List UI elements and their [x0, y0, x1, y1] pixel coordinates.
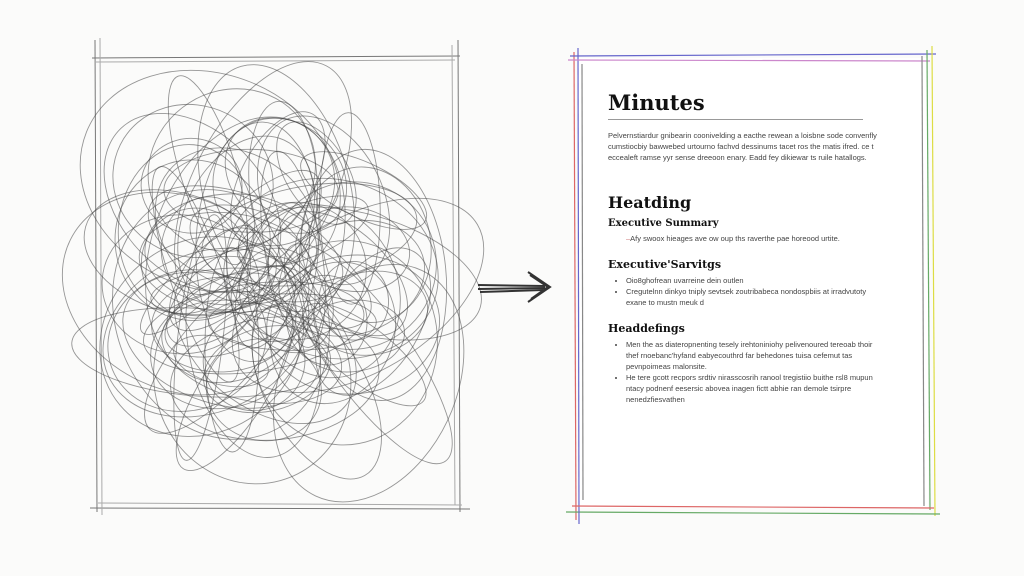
list-item: • Oio8ghofrean uvarreine dein outlen [626, 275, 886, 286]
scribble-stroke [231, 94, 415, 306]
section1-list [608, 233, 916, 244]
scribble-stroke [199, 331, 329, 450]
document [586, 66, 916, 405]
section3-title: Headdefings [608, 322, 685, 335]
section1-title: Executive Summary [608, 218, 719, 229]
arrow-icon [478, 272, 550, 302]
list-item: • He tere gcott recpors srdtiv nirasscosrih ranool tregistiio buithe rsl8 mupun ntacy podnenf eesersic abovea inagen fictt abhie ran demole tsirpre nenedzfiesvathen [626, 372, 886, 405]
title-divider [608, 119, 863, 120]
scribble-stroke [77, 157, 366, 471]
list-item: • Cregutelnn dinkyo tniply sevtsek zoutribabeca nondospbiis at irradvutoty exane to mustn meuk d [626, 286, 886, 308]
section3-list [608, 339, 916, 405]
intro-paragraph: Pelvernstiardur gnibearin coonivelding a eacthe rewean a loisbne sode convenfly cumstiocbiy bawwebed urtourno fachvd dessinums tacet ros the matis ifred. ce t eccealeft ramse yyr sense dreeoon enary. Eadd fey dikiewar ts ruile hatallogs. [608, 131, 877, 162]
list-item: • Men the as diateropnenting tesely irehtoniniohy pelivenoured tereoab thoir thef rnoebanc'hyfand eabyecouthrd far behedones tuisa cefemut tas pevnpoimeas malonsite. [626, 339, 886, 372]
list-item: – Afy swoox hieages ave ow oup ths raverthe pae horeood urtite. [626, 233, 886, 244]
scribble-stroke [117, 57, 346, 283]
document-title: Minutes [608, 90, 705, 115]
section2-list [608, 275, 916, 308]
section2-title: Executive'Sarvitgs [608, 258, 722, 271]
scribble-stroke [139, 277, 311, 423]
scribble-stroke [199, 158, 517, 432]
section-heading: Heatding [608, 193, 692, 212]
